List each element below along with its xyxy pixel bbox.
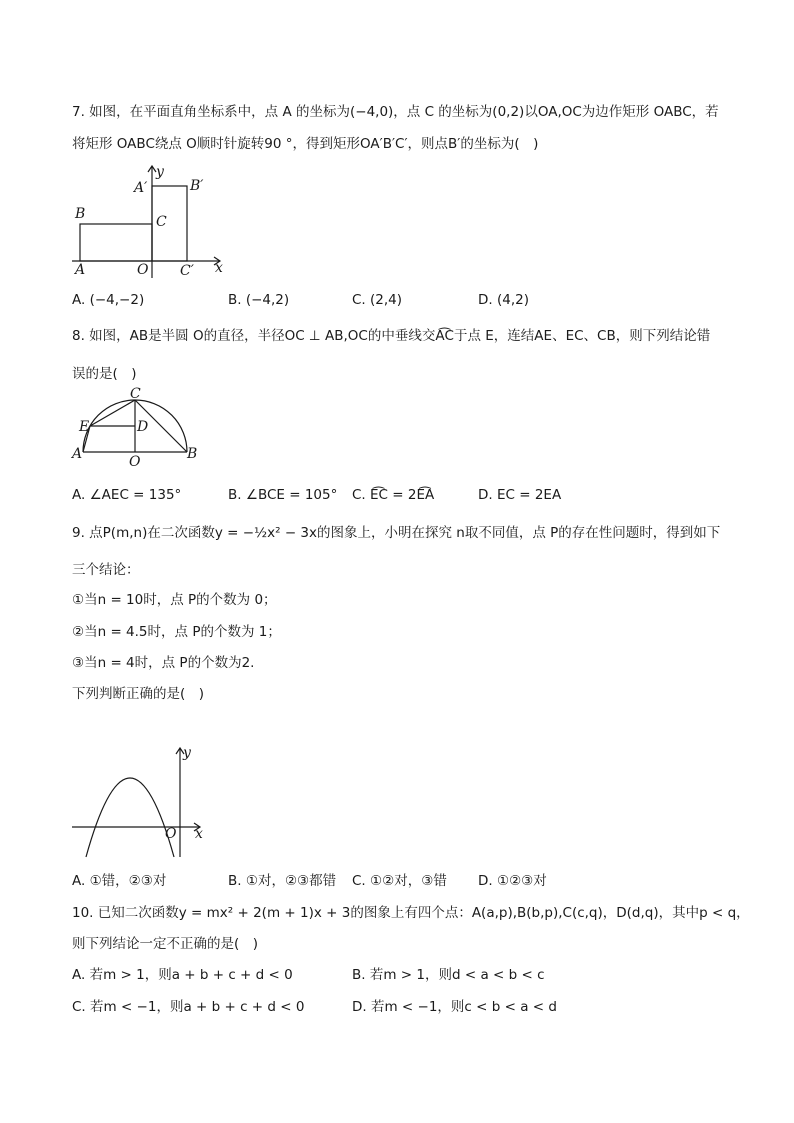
q7-stem-line1: 7. 如图，在平面直角坐标系中，点 A 的坐标为(−4,0)，点 C 的坐标为(0,2)以OA,OC为边作矩形 OABC，若	[72, 104, 719, 120]
q9-conclusion-3: ③当n = 4时，点 P的个数为2.	[72, 655, 255, 671]
q8-stem-line2: 误的是( )	[72, 366, 137, 382]
q8-label-D: D	[137, 419, 149, 435]
q8-option-d[interactable]: D. EC = 2EA	[478, 487, 562, 503]
q9-question-prompt: 下列判断正确的是( )	[72, 686, 205, 702]
q9-parabola	[86, 778, 174, 857]
q8-figure	[70, 385, 210, 470]
q8-label-O: O	[129, 454, 141, 470]
q8-label-E: E	[79, 419, 90, 435]
q7-option-a[interactable]: A. (−4,−2)	[72, 292, 145, 308]
q7-label-B: B	[75, 206, 86, 222]
q8-option-a[interactable]: A. ∠AEC = 135°	[72, 487, 182, 503]
q9-option-b[interactable]: B. ①对，②③都错	[228, 873, 337, 889]
q7-option-b[interactable]: B. (−4,2)	[228, 292, 290, 308]
q7-label-A: A	[75, 262, 86, 278]
q7-rect-OABC	[80, 224, 152, 261]
q10-option-a[interactable]: A. 若m > 1，则a + b + c + d < 0	[72, 967, 293, 983]
q10-stem-line1: 10. 已知二次函数y = mx² + 2(m + 1)x + 3的图象上有四个点：A(a,p),B(b,p),C(c,q)，D(d,q)，其中p < q，	[72, 905, 750, 921]
q9-conclusion-2: ②当n = 4.5时，点 P的个数为 1；	[72, 624, 281, 640]
q9-figure	[70, 745, 215, 860]
q10-option-b[interactable]: B. 若m > 1，则d < a < b < c	[352, 967, 545, 983]
q9-label-y: y	[183, 745, 191, 761]
q9-option-d[interactable]: D. ①②③对	[478, 873, 547, 889]
q9-label-O: O	[165, 826, 177, 842]
q9-stem-line1: 9. 点P(m,n)在二次函数y = −½x² − 3x的图象上，小明在探究 n取不同值，点 P的存在性问题时，得到如下	[72, 525, 721, 541]
q7-label-y: y	[156, 164, 164, 180]
q7-stem-line2: 将矩形 OABC绕点 O顺时针旋转90 °，得到矩形OA′B′C′，则点B′的坐标为( )	[72, 136, 539, 152]
q9-stem-line2: 三个结论：	[72, 562, 140, 578]
q8-option-b[interactable]: B. ∠BCE = 105°	[228, 487, 338, 503]
q9-option-a[interactable]: A. ①错，②③对	[72, 873, 167, 889]
q8-stem-line1: 8. 如图，AB是半圆 O的直径，半径OC ⊥ AB,OC的中垂线交A͡C于点 E，连结AE、EC、CB，则下列结论错	[72, 328, 711, 344]
q7-label-C-prime: C′	[180, 263, 194, 279]
q7-label-C: C	[156, 214, 167, 230]
q7-label-B-prime: B′	[190, 178, 204, 194]
q10-option-c[interactable]: C. 若m < −1，则a + b + c + d < 0	[72, 999, 305, 1015]
q8-label-B: B	[187, 446, 198, 462]
q8-label-A: A	[72, 446, 83, 462]
q8-option-c[interactable]: C. E͡C = 2E͡A	[352, 487, 435, 503]
q7-label-O: O	[137, 262, 149, 278]
q9-option-c[interactable]: C. ①②对，③错	[352, 873, 447, 889]
q7-label-A-prime: A′	[134, 180, 148, 196]
q8-label-C: C	[130, 386, 141, 402]
q8-segment-EC	[90, 400, 135, 426]
q7-label-x: x	[215, 260, 223, 276]
q9-conclusion-1: ①当n = 10时，点 P的个数为 0；	[72, 592, 277, 608]
q7-figure	[70, 162, 240, 282]
q10-option-d[interactable]: D. 若m < −1，则c < b < a < d	[352, 999, 557, 1015]
q7-option-c[interactable]: C. (2,4)	[352, 292, 403, 308]
q10-stem-line2: 则下列结论一定不正确的是( )	[72, 936, 259, 952]
q7-option-d[interactable]: D. (4,2)	[478, 292, 529, 308]
q9-label-x: x	[195, 826, 203, 842]
